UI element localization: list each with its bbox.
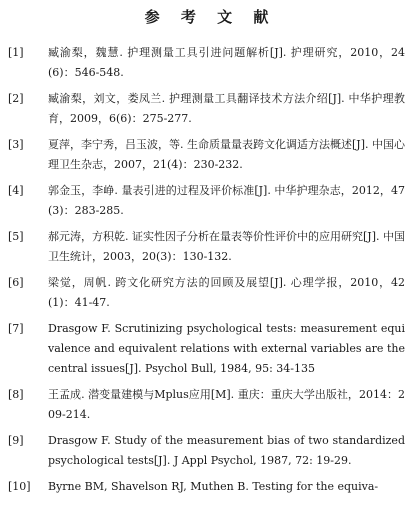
- reference-text: Byrne BM, Shavelson RJ, Muthen B. Testing for the equiva-: [48, 480, 379, 493]
- references-heading: 参 考 文 献: [144, 8, 277, 26]
- reference-number: [4]: [8, 184, 24, 197]
- reference-text: Drasgow F. Study of the measurement bias of two standardized psychological tests[J]. J Appl Psychol, 1987, 72: 19-29.: [48, 434, 405, 467]
- reference-number: [9]: [8, 434, 24, 447]
- reference-item: [8, 89, 405, 129]
- reference-item: [8, 273, 405, 313]
- reference-number: [6]: [8, 276, 24, 289]
- reference-text: 臧渝梨，刘文，娄凤兰. 护理测量工具翻译技术方法介绍[J]. 中华护理教育，2009，6(6)：275-277.: [48, 92, 405, 125]
- reference-number: [5]: [8, 230, 24, 243]
- reference-number: [8]: [8, 388, 24, 401]
- reference-number: [3]: [8, 138, 24, 151]
- reference-text: 梁觉，周帆. 跨文化研究方法的回顾及展望[J]. 心理学报，2010，42(1)：41-47.: [48, 276, 405, 309]
- reference-number: [7]: [8, 322, 24, 335]
- reference-item: [8, 431, 405, 471]
- reference-item: [8, 385, 405, 425]
- reference-number: [2]: [8, 92, 24, 105]
- reference-item: [8, 181, 405, 221]
- reference-number: [1]: [8, 46, 24, 59]
- reference-text: 郝元涛，方积乾. 证实性因子分析在量表等价性评价中的应用研究[J]. 中国卫生统计，2003，20(3)：130-132.: [48, 230, 405, 263]
- reference-list: [8, 43, 405, 497]
- reference-text: 郭金玉，李峥. 量表引进的过程及评价标准[J]. 中华护理杂志，2012，47(3)：283-285.: [48, 184, 405, 217]
- reference-item: [8, 43, 405, 83]
- reference-item: [8, 319, 405, 379]
- reference-item: [8, 477, 405, 497]
- reference-number: [10]: [8, 480, 31, 493]
- reference-text: 夏萍，李宁秀，吕玉波，等. 生命质量量表跨文化调适方法概述[J]. 中国心理卫生杂志，2007，21(4)：230-232.: [48, 138, 405, 171]
- reference-text: Drasgow F. Scrutinizing psychological tests: measurement equivalence and equivalent relations with external variables are the central issues[J]. Psychol Bull, 1984, 95: 34-135: [48, 322, 405, 375]
- reference-text: 王孟成. 潜变量建模与Mplus应用[M]. 重庆：重庆大学出版社，2014：209-214.: [48, 388, 405, 421]
- reference-item: [8, 135, 405, 175]
- reference-text: 臧渝梨，魏慧. 护理测量工具引进问题解析[J]. 护理研究，2010，24(6)：546-548.: [48, 46, 405, 79]
- reference-item: [8, 227, 405, 267]
